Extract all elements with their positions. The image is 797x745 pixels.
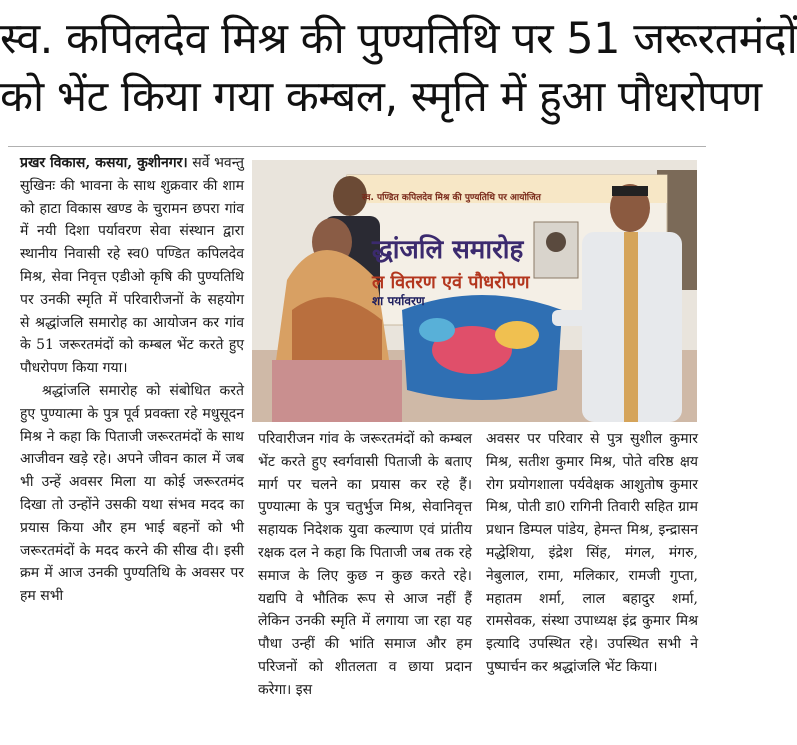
article-paragraph-3: परिवारीजन गांव के जरूरतमंदों को कम्बल भेंट करते हुए स्वर्गवासी पिताजी के बताए मार्ग पर चलने का प्रयास कर रहे हैं। पुण्यात्मा के पुत्र चतुर्भुज मिश्र, सेवानिवृत्त सहायक निदेशक युवा कल्याण एवं प्रांतीय रक्षक दल ने कहा कि पिताजी जब तक रहे समाज के लिए कुछ न कुछ करते रहे। यद्यपि वे भौतिक रूप से आज नहीं हैं लेकिन उनकी स्मृति में लगाया जा रहा यह पौधा उन्हीं की भांति समाज और हम परिजनों को शीतलता व छाया प्रदान करेगा। इस — [258, 431, 472, 698]
article-column-1 — [20, 152, 244, 608]
photo-banner-org: शा पर्यावरण — [372, 294, 425, 308]
article-paragraph-4: अवसर पर परिवार से पुत्र सुशील कुमार मिश्र, सतीश कुमार मिश्र, पोते वरिष्ठ क्षय रोग प्रयोगशाला पर्यवेक्षक आशुतोष कुमार मिश्र, पोती डा0 रागिनी तिवारी सहित ग्राम प्रधान डिम्पल पांडेय, हेमन्त मिश्र, इन्द्रासन मद्धेशिया, इंद्रेश सिंह, मंगल, मंगरु, नेबुलाल, रामा, मलिकार, रामजी गुप्ता, महातम शर्मा, लाल बहादुर शर्मा, रामसेवक, संस्था उपाध्यक्ष इंद्र कुमार मिश्र इत्यादि उपस्थित रहे। उपस्थित सभी ने पुष्पार्चन कर श्रद्धांजलि भेंट किया। — [486, 431, 698, 675]
photo-banner-title: द्धांजलि समारोह — [372, 235, 524, 265]
photo-banner-subtitle: ल वितरण एवं पौधरोपण — [372, 272, 530, 293]
article-column-2 — [258, 428, 472, 702]
dateline: प्रखर विकास, कसया, कुशीनगर। — [20, 155, 188, 171]
headline-line-2: को भेंट किया गया कम्बल, स्मृति में हुआ पौधरोपण — [0, 72, 762, 122]
photo-banner-top: स्व. पण्डित कपिलदेव मिश्र की पुण्यतिथि पर आयोजित — [362, 193, 541, 203]
article-column-3 — [486, 428, 698, 679]
article-paragraph-1 — [20, 152, 244, 380]
article-paragraph-1-text: सर्वे भवन्तु सुखिनः की भावना के साथ शुक्रवार की शाम को हाटा विकास खण्ड के चुरामन छपरा गांव में नयी दिशा पर्यावरण सेवा संस्थान द्वारा स्थानीय निवासी रहे स्व0 पण्डित कपिलदेव मिश्र, सेवा निवृत्त एडीओ कृषि की पुण्यतिथि पर उनकी स्मृति में परिवारीजनों के सहयोग से श्रद्धांजलि समारोह का आयोजन कर गांव के 51 जरूरतमंदों को कम्बल भेंट करते हुए पौधरोपण किया गया। — [20, 155, 245, 377]
headline — [0, 10, 797, 126]
article-paragraph-2: श्रद्धांजलि समारोह को संबोधित करते हुए पुण्यात्मा के पुत्र पूर्व प्रवक्ता रहे मधुसूदन मिश्र ने कहा कि पिताजी जरूरतमंदों के साथ आजीवन खड़े रहे। अपने जीवन काल में जब भी उन्हें अवसर मिला या कोई जरूरतमंद दिखा तो उन्होंने उसकी यथा संभव मदद का प्रयास किया और हम भाई बहनों को भी जरूरतमंदों के मदद करने की सीख दी। इसी क्रम में आज उनकी पुण्यतिथि के अवसर पर हम सभी — [20, 382, 244, 605]
headline-line-1: स्व. कपिलदेव मिश्र की पुण्यतिथि पर 51 जरूरतमंदों — [0, 14, 797, 64]
headline-divider — [8, 146, 706, 147]
news-photo — [252, 160, 697, 422]
